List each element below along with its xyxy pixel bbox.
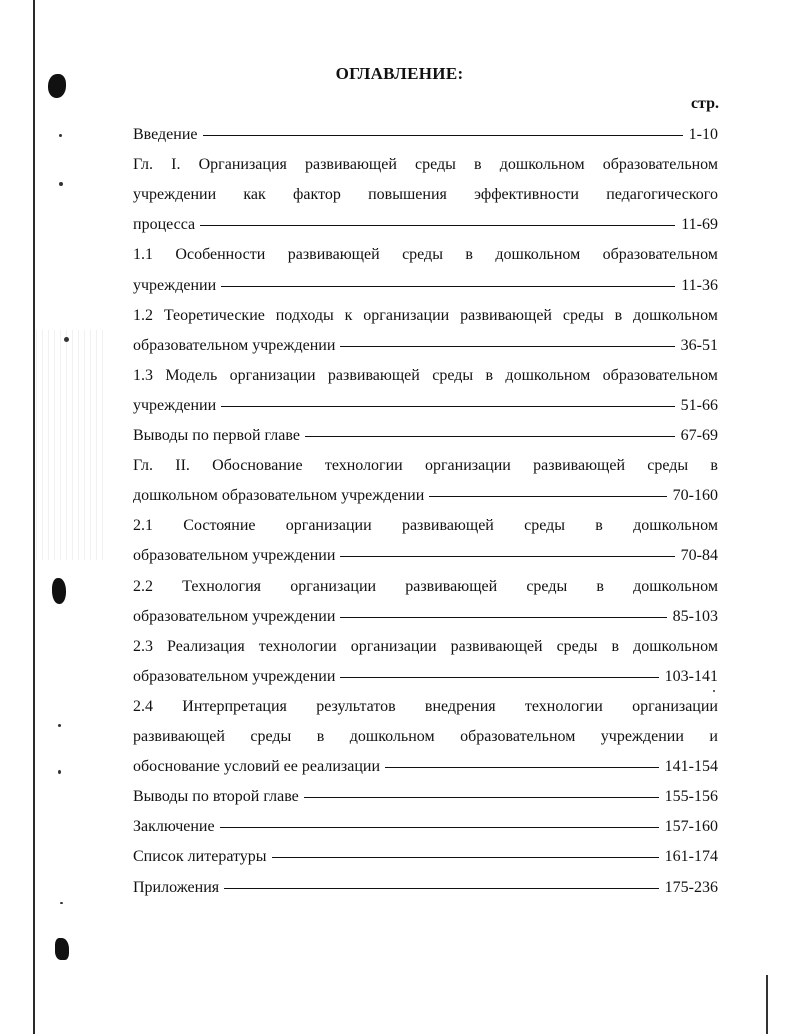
toc-word: 1.1 [133, 246, 153, 264]
toc-word: образовательном [602, 366, 718, 384]
toc-word: Особенности [175, 246, 266, 264]
toc-word: к [344, 306, 353, 324]
toc-entry-text: образовательном учреждении [133, 607, 336, 625]
toc-line [133, 878, 718, 898]
toc-line [133, 697, 718, 717]
toc-line [133, 607, 718, 627]
toc-word: 2.4 [133, 697, 153, 715]
leader-line [385, 767, 659, 768]
toc-word: развивающей [450, 637, 543, 655]
toc-line [133, 456, 718, 476]
toc-line [133, 546, 718, 566]
toc-word: технологии [258, 637, 337, 655]
toc-word: среды [562, 306, 604, 324]
toc-word: Модель [165, 366, 218, 384]
toc-word: организации [285, 517, 372, 535]
toc-entry-text: Выводы по второй главе [133, 788, 299, 806]
leader-line [220, 827, 659, 828]
binder-hole-3 [55, 938, 69, 960]
toc-word: 2.2 [133, 577, 153, 595]
toc-word: среды [524, 517, 566, 535]
binder-hole-2 [52, 578, 66, 604]
toc-word: развивающей [287, 246, 380, 264]
page-number: 85-103 [672, 607, 718, 625]
toc-line [133, 125, 718, 145]
toc-word: среды [415, 156, 456, 174]
toc-word: развивающей [304, 156, 397, 174]
leader-line [340, 556, 674, 557]
leader-line [304, 797, 659, 798]
toc-word: организации [424, 457, 511, 475]
toc-entry-text: дошкольном образовательном учреждении [133, 487, 425, 505]
toc-word: Реализация [167, 637, 245, 655]
leader-line [272, 857, 659, 858]
page-number: 157-160 [664, 818, 718, 836]
toc-word: учреждении [133, 186, 217, 204]
toc-word: среды [556, 637, 598, 655]
toc-word: дошкольном [633, 577, 718, 595]
toc-word: Теоретические [163, 306, 265, 324]
toc-line [133, 306, 718, 326]
toc-word: Гл. [133, 156, 154, 174]
toc-line [133, 817, 718, 837]
toc-word: педагогического [606, 186, 718, 204]
toc-word: организации [350, 637, 437, 655]
scan-left-edge [33, 0, 35, 1034]
toc-line [133, 637, 718, 657]
toc-word: дошкольном [499, 156, 585, 174]
leader-line [340, 677, 658, 678]
toc-word: Организация [198, 156, 287, 174]
toc-word: повышения [368, 186, 447, 204]
toc-word: развивающей [460, 306, 552, 324]
toc-line [133, 577, 718, 597]
page-number: 155-156 [664, 788, 718, 806]
toc-word: I. [171, 156, 181, 174]
toc-entry-text: процесса [133, 216, 196, 234]
toc-word: технологии [524, 697, 603, 715]
toc-entry-text: Заключение [133, 818, 215, 836]
toc-word: среды [250, 728, 292, 745]
speck [59, 182, 63, 186]
toc-word: дошкольном [349, 728, 435, 745]
toc-word: организации [632, 697, 718, 715]
toc-word: Интерпретация [182, 697, 287, 715]
toc-word: дошкольном [633, 637, 718, 655]
page-number: 11-36 [681, 276, 718, 294]
page-number: 141-154 [664, 758, 718, 776]
toc-entry-text: образовательном учреждении [133, 667, 336, 685]
page-number: 161-174 [664, 848, 718, 866]
page-number: 11-69 [681, 216, 718, 234]
leader-line [429, 496, 666, 497]
toc-word: в [465, 246, 473, 264]
toc-line [133, 516, 718, 536]
speck [713, 690, 715, 692]
leader-line [221, 406, 675, 407]
toc-word: дошкольном [505, 366, 591, 384]
page-number: 70-84 [680, 547, 718, 565]
toc-line [133, 155, 718, 175]
toc-word: 2.1 [133, 517, 153, 535]
toc-word: среды [526, 577, 568, 595]
toc-word: фактор [293, 186, 341, 204]
toc-word: эффективности [474, 186, 579, 204]
toc-word: в [485, 366, 494, 384]
toc-line [133, 276, 718, 296]
toc-word: образовательном [602, 246, 718, 264]
leader-line [221, 286, 675, 287]
leader-line [305, 436, 675, 437]
page-title: ОГЛАВЛЕНИЕ: [335, 64, 464, 83]
toc-word: среды [402, 246, 443, 264]
page-number: 1-10 [688, 126, 718, 143]
toc-entry-text: Приложения [133, 878, 220, 896]
toc-word: II. [175, 457, 190, 475]
toc-word: в [596, 577, 604, 595]
toc-word: в [595, 517, 603, 535]
toc-line [133, 426, 718, 446]
toc-word: в [316, 728, 325, 745]
speck [59, 134, 62, 137]
toc-word: 2.3 [133, 637, 153, 655]
toc-word: дошкольном [495, 246, 581, 264]
toc-entry-text: учреждении [133, 276, 217, 294]
toc-word: внедрения [424, 697, 496, 715]
leader-line [203, 135, 683, 136]
page-column-header: стр. [690, 95, 719, 112]
toc-word: подходы [275, 306, 334, 324]
toc-word: дошкольном [633, 517, 718, 535]
leader-line [200, 225, 675, 226]
toc-word: в [474, 156, 482, 174]
toc-word: в [710, 457, 718, 475]
speck [60, 902, 63, 904]
toc-word: Гл. [133, 457, 154, 475]
page-number: 67-69 [680, 427, 718, 444]
toc-entry-text: образовательном учреждении [133, 336, 336, 354]
toc-line [133, 667, 718, 687]
page-number: 70-160 [672, 487, 718, 505]
toc-word: дошкольном [633, 306, 718, 324]
toc-word: организации [229, 366, 316, 384]
toc-entry-text: образовательном учреждении [133, 547, 336, 565]
toc-word: в [611, 637, 620, 655]
toc-word: развивающей [401, 517, 494, 535]
toc-line [133, 245, 718, 265]
toc-word: образовательном [602, 156, 718, 174]
toc-word: среды [647, 457, 689, 475]
scan-noise [36, 330, 106, 560]
toc-entry-text: Список литературы [133, 848, 267, 866]
scan-right-edge [766, 975, 768, 1034]
toc-word: как [243, 186, 266, 204]
toc-word: образовательном [460, 728, 576, 745]
toc-word: Обоснование [212, 457, 303, 475]
toc-word: Состояние [183, 517, 256, 535]
toc-line [133, 847, 718, 867]
toc-word: 1.3 [133, 366, 153, 384]
toc-word: Технология [182, 577, 262, 595]
toc-line [133, 787, 718, 807]
toc-word: развивающей [533, 457, 626, 475]
toc-word: технологии [324, 457, 403, 475]
toc-line [133, 396, 718, 416]
toc-line [133, 757, 718, 777]
toc-line [133, 336, 718, 356]
leader-line [340, 617, 666, 618]
speck [64, 337, 69, 342]
page-number: 103-141 [664, 667, 718, 685]
toc-word: организации [363, 306, 450, 324]
toc-word: среды [432, 366, 474, 384]
toc-entry-text: Введение [133, 126, 198, 143]
toc-line [133, 486, 718, 506]
toc-word: и [709, 728, 718, 745]
leader-line [224, 888, 659, 889]
page-number: 36-51 [680, 336, 718, 354]
toc-line [133, 215, 718, 235]
toc-word: результатов [316, 697, 396, 715]
toc-word: развивающей [405, 577, 498, 595]
toc-word: в [614, 306, 623, 324]
toc-word: 1.2 [133, 306, 153, 324]
toc-line [133, 727, 718, 747]
toc-word: организации [290, 577, 377, 595]
toc-entry-text: учреждении [133, 396, 217, 414]
toc-line [133, 366, 718, 386]
toc-word: развивающей [327, 366, 420, 384]
page-number: 51-66 [680, 396, 718, 414]
toc-entry-text: обоснование условий ее реализации [133, 758, 381, 776]
speck [58, 770, 61, 774]
page-number: 175-236 [664, 878, 718, 896]
toc-word: развивающей [133, 728, 225, 745]
speck [58, 724, 61, 727]
toc-word: учреждении [600, 728, 684, 745]
toc-line [133, 185, 718, 205]
leader-line [340, 346, 674, 347]
toc-entry-text: Выводы по первой главе [133, 427, 300, 444]
